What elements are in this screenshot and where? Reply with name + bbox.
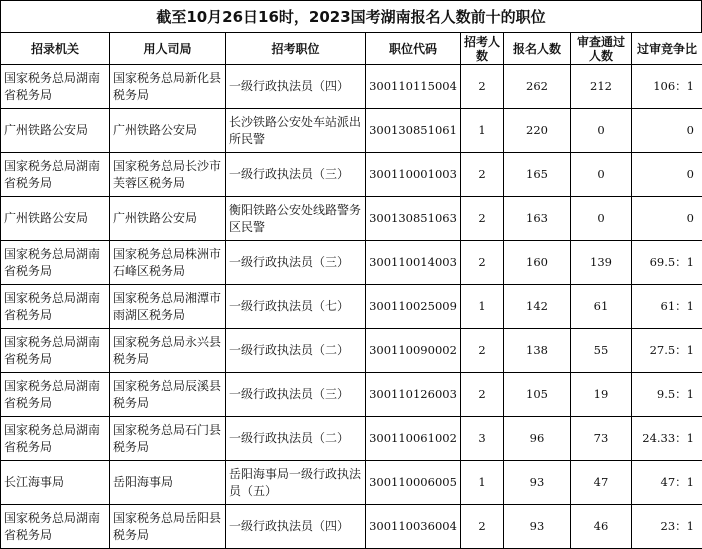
position-cell: 一级行政执法员（二）	[226, 417, 366, 461]
quota-cell: 1	[461, 109, 504, 153]
recruiting-agency-cell: 国家税务总局湖南省税务局	[1, 373, 110, 417]
table-row	[1, 461, 702, 505]
position-code-cell: 300110001003	[366, 153, 461, 197]
position-cell: 长沙铁路公安处车站派出所民警	[226, 109, 366, 153]
employing-bureau-cell: 国家税务总局株洲市石峰区税务局	[110, 241, 226, 285]
approved-cell: 19	[571, 373, 632, 417]
header-cell: 报名人数	[504, 33, 571, 65]
approved-cell: 0	[571, 153, 632, 197]
quota-cell: 2	[461, 153, 504, 197]
quota-cell: 2	[461, 329, 504, 373]
position-cell: 衡阳铁路公安处线路警务区民警	[226, 197, 366, 241]
applicants-cell: 160	[504, 241, 571, 285]
table-row	[1, 109, 702, 153]
applicants-cell: 163	[504, 197, 571, 241]
table-row	[1, 197, 702, 241]
recruiting-agency-cell: 广州铁路公安局	[1, 197, 110, 241]
ratio-cell: 24.33：1	[632, 417, 702, 461]
employing-bureau-cell: 国家税务总局辰溪县税务局	[110, 373, 226, 417]
applicants-cell: 93	[504, 505, 571, 549]
position-code-cell: 300110061002	[366, 417, 461, 461]
approved-cell: 139	[571, 241, 632, 285]
position-cell: 一级行政执法员（三）	[226, 153, 366, 197]
header-cell: 职位代码	[366, 33, 461, 65]
quota-cell: 1	[461, 285, 504, 329]
employing-bureau-cell: 广州铁路公安局	[110, 197, 226, 241]
position-code-cell: 300130851063	[366, 197, 461, 241]
approved-cell: 46	[571, 505, 632, 549]
position-code-cell: 300130851061	[366, 109, 461, 153]
employing-bureau-cell: 国家税务总局湘潭市雨湖区税务局	[110, 285, 226, 329]
recruiting-agency-cell: 国家税务总局湖南省税务局	[1, 285, 110, 329]
ratio-cell: 47：1	[632, 461, 702, 505]
page-title: 截至10月26日16时，2023国考湖南报名人数前十的职位	[0, 0, 702, 32]
recruiting-agency-cell: 国家税务总局湖南省税务局	[1, 65, 110, 109]
header-cell: 招考职位	[226, 33, 366, 65]
positions-table	[0, 32, 702, 549]
table-row	[1, 153, 702, 197]
recruiting-agency-cell: 国家税务总局湖南省税务局	[1, 417, 110, 461]
position-cell: 一级行政执法员（三）	[226, 373, 366, 417]
position-cell: 一级行政执法员（三）	[226, 241, 366, 285]
ratio-cell: 27.5：1	[632, 329, 702, 373]
ratio-cell: 0	[632, 197, 702, 241]
approved-cell: 0	[571, 109, 632, 153]
position-code-cell: 300110126003	[366, 373, 461, 417]
position-code-cell: 300110036004	[366, 505, 461, 549]
recruiting-agency-cell: 国家税务总局湖南省税务局	[1, 153, 110, 197]
header-cell: 过审竞争比	[632, 33, 702, 65]
recruiting-agency-cell: 国家税务总局湖南省税务局	[1, 329, 110, 373]
table-row	[1, 285, 702, 329]
position-code-cell: 300110090002	[366, 329, 461, 373]
applicants-cell: 138	[504, 329, 571, 373]
applicants-cell: 262	[504, 65, 571, 109]
approved-cell: 73	[571, 417, 632, 461]
employing-bureau-cell: 国家税务总局永兴县税务局	[110, 329, 226, 373]
position-code-cell: 300110014003	[366, 241, 461, 285]
approved-cell: 55	[571, 329, 632, 373]
table-row	[1, 505, 702, 549]
table-row	[1, 329, 702, 373]
ratio-cell: 0	[632, 153, 702, 197]
applicants-cell: 142	[504, 285, 571, 329]
ratio-cell: 106：1	[632, 65, 702, 109]
position-cell: 岳阳海事局一级行政执法员（五）	[226, 461, 366, 505]
ratio-cell: 9.5：1	[632, 373, 702, 417]
position-code-cell: 300110006005	[366, 461, 461, 505]
position-cell: 一级行政执法员（四）	[226, 505, 366, 549]
table-row	[1, 241, 702, 285]
quota-cell: 2	[461, 505, 504, 549]
recruiting-agency-cell: 长江海事局	[1, 461, 110, 505]
recruiting-agency-cell: 国家税务总局湖南省税务局	[1, 505, 110, 549]
header-cell: 招考人数	[461, 33, 504, 65]
quota-cell: 2	[461, 241, 504, 285]
position-cell: 一级行政执法员（七）	[226, 285, 366, 329]
recruiting-agency-cell: 国家税务总局湖南省税务局	[1, 241, 110, 285]
employing-bureau-cell: 广州铁路公安局	[110, 109, 226, 153]
ratio-cell: 69.5：1	[632, 241, 702, 285]
ratio-cell: 0	[632, 109, 702, 153]
header-cell: 用人司局	[110, 33, 226, 65]
position-code-cell: 300110115004	[366, 65, 461, 109]
table-row	[1, 373, 702, 417]
quota-cell: 2	[461, 373, 504, 417]
recruiting-agency-cell: 广州铁路公安局	[1, 109, 110, 153]
approved-cell: 0	[571, 197, 632, 241]
quota-cell: 1	[461, 461, 504, 505]
approved-cell: 47	[571, 461, 632, 505]
position-cell: 一级行政执法员（四）	[226, 65, 366, 109]
position-cell: 一级行政执法员（二）	[226, 329, 366, 373]
header-cell: 招录机关	[1, 33, 110, 65]
applicants-cell: 96	[504, 417, 571, 461]
employing-bureau-cell: 国家税务总局石门县税务局	[110, 417, 226, 461]
applicants-cell: 165	[504, 153, 571, 197]
ratio-cell: 23：1	[632, 505, 702, 549]
position-code-cell: 300110025009	[366, 285, 461, 329]
applicants-cell: 93	[504, 461, 571, 505]
header-row	[1, 33, 702, 65]
employing-bureau-cell: 国家税务总局岳阳县税务局	[110, 505, 226, 549]
ratio-cell: 61：1	[632, 285, 702, 329]
header-cell: 审查通过人数	[571, 33, 632, 65]
quota-cell: 2	[461, 197, 504, 241]
quota-cell: 3	[461, 417, 504, 461]
applicants-cell: 105	[504, 373, 571, 417]
employing-bureau-cell: 国家税务总局新化县税务局	[110, 65, 226, 109]
table-row	[1, 417, 702, 461]
employing-bureau-cell: 岳阳海事局	[110, 461, 226, 505]
table-row	[1, 65, 702, 109]
employing-bureau-cell: 国家税务总局长沙市芙蓉区税务局	[110, 153, 226, 197]
applicants-cell: 220	[504, 109, 571, 153]
approved-cell: 61	[571, 285, 632, 329]
approved-cell: 212	[571, 65, 632, 109]
quota-cell: 2	[461, 65, 504, 109]
